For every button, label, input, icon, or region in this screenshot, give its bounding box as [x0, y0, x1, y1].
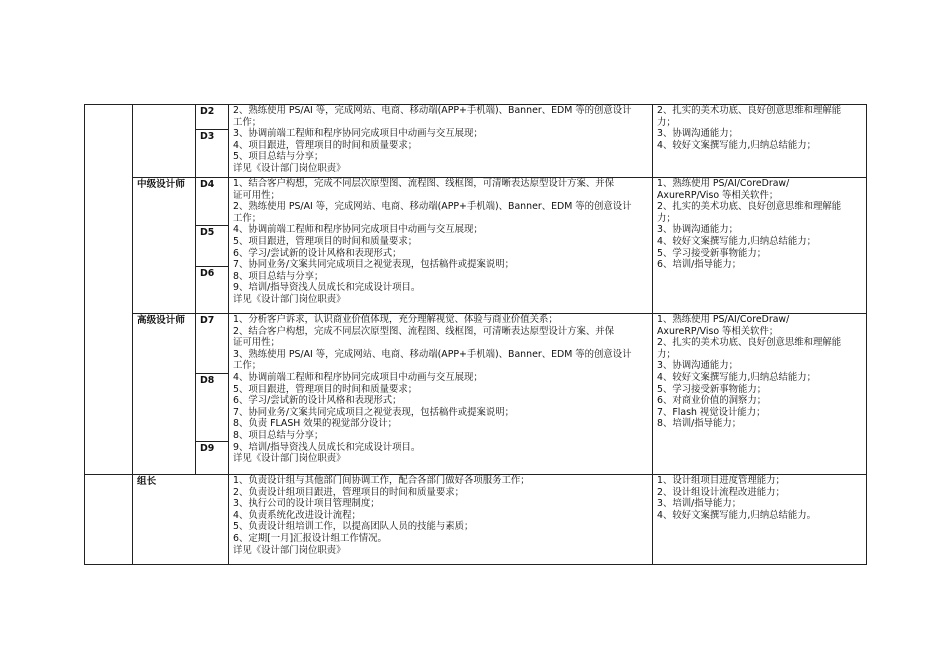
skill-line: 3、协调沟通能力； [657, 224, 738, 236]
duty-line: 8、项目总结与分享； [233, 429, 324, 441]
skill-line: 2、扎实的美术功底、良好创意思维和理解能 [657, 337, 842, 349]
duties-cell [233, 178, 632, 306]
column-divider [132, 104, 133, 564]
duties-cell [233, 475, 530, 556]
skill-line: 5、学习接受新事物能力； [657, 247, 767, 259]
skill-line: 2、扎实的美术功底、良好创意思维和理解能 [657, 105, 842, 116]
duty-line: 8、负责 FLASH 效果的视觉部分设计； [233, 418, 398, 430]
level-code: D2 [200, 106, 215, 117]
duty-line: 工作； [233, 360, 262, 372]
level-divider [195, 266, 229, 267]
duty-line: 详见《设计部门岗位职责》 [233, 293, 346, 305]
role-label: 中级设计师 [137, 179, 185, 190]
duty-line: 8、项目总结与分享； [233, 270, 324, 282]
duty-line: 7、协同业务/文案共同完成项目之视觉表现，包括稿件或提案说明； [233, 406, 515, 418]
duty-line: 2、熟练使用 PS/AI 等，完成网站、电商、移动端(APP+手机端)、Banner、EDM 等的创意设计 [233, 201, 632, 213]
duty-line: 2、结合客户构想，完成不同层次原型图、流程图、线框图，可清晰表达原型设计方案、并保 [233, 325, 614, 337]
skill-line: 6、对商业价值的洞察力； [657, 395, 767, 407]
duty-line: 工作； [233, 116, 262, 128]
duty-line: 详见《设计部门岗位职责》 [233, 544, 346, 556]
column-divider [195, 104, 196, 474]
duty-line: 1、结合客户构想，完成不同层次原型图、流程图、线框图，可清晰表达原型设计方案、并保 [233, 178, 614, 189]
duty-line: 6、定期[一月]汇报设计组工作情况。 [233, 532, 387, 544]
skill-line: AxureRP/Viso 等相关软件； [657, 325, 779, 337]
skill-line: AxureRP/Viso 等相关软件； [657, 189, 779, 201]
duty-line: 3、熟练使用 PS/AI 等，完成网站、电商、移动端(APP+手机端)、Banner、EDM 等的创意设计 [233, 348, 632, 360]
duty-line: 5、项目跟进，管理项目的时间和质量要求； [233, 383, 418, 395]
level-code: D4 [200, 179, 215, 190]
duty-line: 6、学习/尝试新的设计风格和表现形式； [233, 395, 402, 407]
duty-line: 4、项目跟进，管理项目的时间和质量要求； [233, 139, 418, 151]
skill-line: 3、培训/指导能力； [657, 498, 742, 510]
skills-cell [657, 475, 816, 521]
skill-line: 4、较好文案撰写能力,归纳总结能力； [657, 235, 816, 247]
skill-line: 1、设计组项目进度管理能力； [657, 475, 785, 486]
duty-line: 详见《设计部门岗位职责》 [233, 453, 346, 465]
duty-line: 4、协调前端工程师和程序协同完成项目中动画与交互展现； [233, 371, 483, 383]
skill-line: 力； [657, 212, 676, 224]
skill-line: 5、学习接受新事物能力； [657, 383, 767, 395]
duty-line: 详见《设计部门岗位职责》 [233, 162, 346, 174]
duty-line: 1、负责设计组与其他部门间协调工作，配合各部门做好各项服务工作； [233, 475, 530, 486]
role-label: 高级设计师 [137, 315, 185, 326]
duty-line: 2、负责设计组项目跟进，管理项目的时间和质量要求； [233, 486, 464, 498]
duty-line: 6、学习/尝试新的设计风格和表现形式； [233, 247, 402, 259]
level-code: D8 [200, 375, 215, 386]
duty-line: 5、项目跟进，管理项目的时间和质量要求； [233, 235, 418, 247]
level-code: D3 [200, 131, 215, 142]
skill-line: 力； [657, 116, 676, 128]
skills-cell [657, 314, 841, 430]
level-code: D6 [200, 268, 215, 279]
duty-line: 5、负责设计组培训工作，以提高团队人员的技能与素质； [233, 521, 474, 533]
table-border-bottom [84, 564, 867, 565]
skill-line: 8、培训/指导能力； [657, 418, 742, 430]
skill-line: 6、培训/指导能力； [657, 259, 742, 271]
table-border-left [84, 104, 85, 564]
duty-line: 证可用性； [233, 337, 280, 349]
duty-line: 2、熟练使用 PS/AI 等，完成网站、电商、移动端(APP+手机端)、Banner、EDM 等的创意设计 [233, 105, 632, 116]
duty-line: 证可用性； [233, 189, 280, 201]
level-divider [195, 129, 229, 130]
level-code: D7 [200, 315, 215, 326]
duty-line: 7、协同业务/文案共同完成项目之视觉表现，包括稿件或提案说明； [233, 259, 515, 271]
duty-line: 9、培训/指导资浅人员成长和完成设计项目。 [233, 282, 421, 294]
level-code: D5 [200, 227, 215, 238]
duty-line: 5、项目总结与分享； [233, 151, 324, 163]
skill-line: 1、熟练使用 PS/AI/CoreDraw/ [657, 314, 790, 325]
level-code: D9 [200, 443, 215, 454]
duty-line: 4、协调前端工程师和程序协同完成项目中动画与交互展现； [233, 224, 483, 236]
table-border-right [866, 104, 867, 564]
duty-line: 1、分析客户诉求，认识商业价值体现，充分理解视觉、体验与商业价值关系； [233, 314, 558, 325]
skill-line: 2、设计组设计流程改进能力； [657, 486, 785, 498]
skill-line: 3、协调沟通能力； [657, 128, 738, 140]
skill-line: 力； [657, 348, 676, 360]
level-divider [195, 373, 229, 374]
role-label: 组长 [137, 476, 157, 487]
skill-line: 3、协调沟通能力； [657, 360, 738, 372]
skills-cell [657, 178, 841, 271]
skill-line: 4、较好文案撰写能力,归纳总结能力； [657, 371, 816, 383]
duty-line: 3、协调前端工程师和程序协同完成项目中动画与交互展现； [233, 128, 483, 140]
duties-cell [233, 105, 632, 175]
duty-line: 工作； [233, 212, 262, 224]
duty-line: 4、负责系统化改进设计流程； [233, 509, 361, 521]
skills-cell [657, 105, 841, 151]
skill-line: 4、较好文案撰写能力,归纳总结能力； [657, 139, 816, 151]
column-divider [652, 104, 653, 564]
level-divider [195, 225, 229, 226]
column-divider [228, 104, 229, 564]
duty-line: 3、执行公司的设计项目管理制度； [233, 498, 380, 510]
level-divider [195, 441, 229, 442]
skill-line: 7、Flash 视觉设计能力； [657, 406, 766, 418]
skill-line: 1、熟练使用 PS/AI/CoreDraw/ [657, 178, 790, 189]
duties-cell [233, 314, 632, 465]
skill-line: 2、扎实的美术功底、良好创意思维和理解能 [657, 201, 842, 213]
skill-line: 4、较好文案撰写能力,归纳总结能力。 [657, 509, 816, 521]
duty-line: 9、培训/指导资浅人员成长和完成设计项目。 [233, 441, 421, 453]
